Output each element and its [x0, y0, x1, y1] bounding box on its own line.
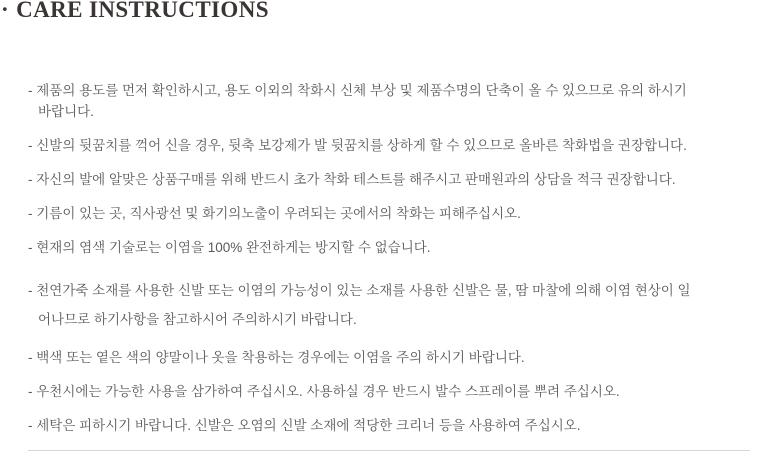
care-item-4 [28, 203, 758, 224]
care-instructions-list [28, 80, 758, 436]
care-item-line: - 백색 또는 옅은 색의 양말이나 옷을 착용하는 경우에는 이염을 주의 하시기 바랍니다. [28, 350, 525, 365]
care-item-6 [28, 276, 758, 334]
section-title-text: CARE INSTRUCTIONS [16, 0, 269, 22]
care-item-line: - 제품의 용도를 먼저 확인하시고, 용도 이외의 착화시 신체 부상 및 제품수명의 단축이 올 수 있으므로 유의 하시기 [28, 83, 687, 98]
care-item-7 [28, 347, 758, 368]
care-item-line: - 신발의 뒷꿈치를 꺽어 신을 경우, 뒷축 보강제가 발 뒷꿈치를 상하게 할 수 있으므로 올바른 착화법을 권장합니다. [28, 138, 687, 153]
section-divider [28, 450, 750, 451]
care-item-5 [28, 237, 758, 258]
care-item-9 [28, 415, 758, 436]
care-item-line: - 천연가죽 소재를 사용한 신발 또는 이염의 가능성이 있는 소재를 사용한 신발은 물, 땀 마찰에 의해 이염 현상이 일 [28, 283, 691, 298]
care-item-line: - 우천시에는 가능한 사용을 삼가하여 주십시오. 사용하실 경우 반드시 발수 스프레이를 뿌려 주십시오. [28, 384, 620, 399]
section-title [0, 0, 780, 23]
care-item-line: - 세탁은 피하시기 바랍니다. 신발은 오염의 신발 소재에 적당한 크리너 등을 사용하여 주십시오. [28, 418, 581, 433]
care-item-3 [28, 169, 758, 190]
title-bullet-icon: · [1, 0, 10, 22]
care-item-1 [28, 80, 758, 122]
care-item-8 [28, 381, 758, 402]
care-item-line: - 기름이 있는 곳, 직사광선 및 화기의노출이 우려되는 곳에서의 착화는 피해주십시오. [28, 206, 521, 221]
care-item-line: - 자신의 발에 알맞은 상품구매를 위해 반드시 초가 착화 테스트를 해주시고 판매원과의 상담을 적극 권장합니다. [28, 172, 676, 187]
care-item-2 [28, 135, 758, 156]
care-item-line: - 현재의 염색 기술로는 이염을 100% 완전하게는 방지할 수 없습니다. [28, 240, 431, 255]
care-item-line: 어나므로 하기사항을 참고하시어 주의하시기 바랍니다. [38, 312, 357, 327]
care-item-line: 바랍니다. [38, 104, 94, 119]
